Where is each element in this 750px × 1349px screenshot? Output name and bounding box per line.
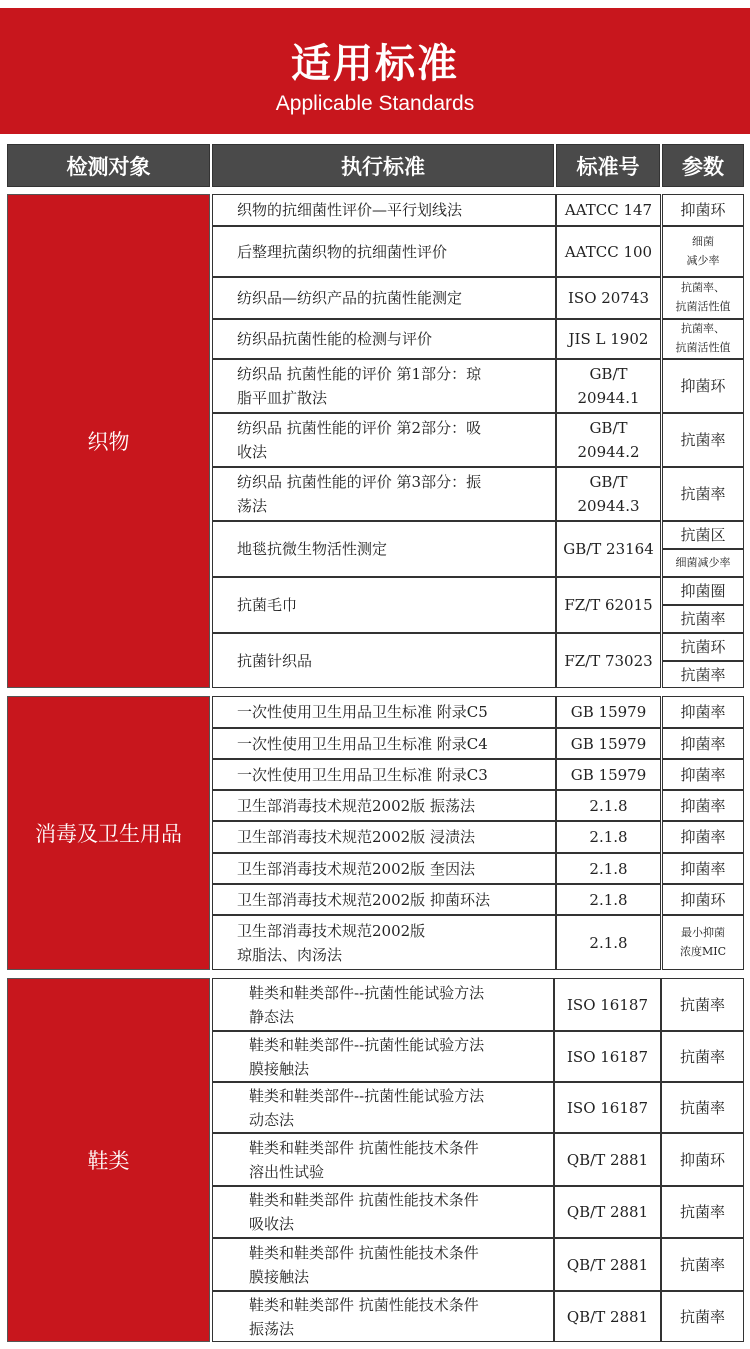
standard-number: 2.1.8 (556, 790, 661, 821)
parameter: 抗菌率 (661, 1082, 744, 1133)
section-label-2: 鞋类 (7, 978, 210, 1342)
standard-name: 卫生部消毒技术规范2002版 抑菌环法 (212, 884, 556, 915)
standard-number: QB/T 2881 (554, 1186, 661, 1238)
parameter: 抑菌率 (662, 759, 744, 790)
standard-name: 卫生部消毒技术规范2002版 振荡法 (212, 790, 556, 821)
parameter: 抑菌环 (662, 194, 744, 226)
parameter: 抗菌率 (661, 1031, 744, 1082)
standard-name: 织物的抗细菌性评价—平行划线法 (212, 194, 556, 226)
parameter: 最小抑菌 浓度MIC (662, 915, 744, 970)
parameter: 抗菌率 (661, 978, 744, 1031)
parameter: 抗菌率、 抗菌活性值 (662, 277, 744, 319)
standard-name: 纺织品抗菌性能的检测与评价 (212, 319, 556, 359)
parameter: 抗菌率 (662, 605, 744, 633)
standard-number: FZ/T 73023 (556, 633, 661, 688)
standard-number: JIS L 1902 (556, 319, 661, 359)
standard-name: 一次性使用卫生用品卫生标准 附录C3 (212, 759, 556, 790)
standard-name: 一次性使用卫生用品卫生标准 附录C4 (212, 728, 556, 759)
standard-number: GB 15979 (556, 696, 661, 728)
page-title: 适用标准 (291, 41, 459, 87)
parameter: 抑菌环 (661, 1133, 744, 1186)
standard-name: 后整理抗菌织物的抗细菌性评价 (212, 226, 556, 277)
standard-name: 鞋类和鞋类部件--抗菌性能试验方法 膜接触法 (212, 1031, 554, 1082)
standard-name: 鞋类和鞋类部件--抗菌性能试验方法 动态法 (212, 1082, 554, 1133)
standard-number: ISO 16187 (554, 1082, 661, 1133)
standard-name: 鞋类和鞋类部件 抗菌性能技术条件 膜接触法 (212, 1238, 554, 1291)
parameter: 抗菌率 (661, 1238, 744, 1291)
standard-number: GB 15979 (556, 728, 661, 759)
standard-number: 2.1.8 (556, 821, 661, 853)
parameter: 抗菌率 (661, 1186, 744, 1238)
standard-name: 鞋类和鞋类部件 抗菌性能技术条件 吸收法 (212, 1186, 554, 1238)
standard-number: QB/T 2881 (554, 1238, 661, 1291)
standard-name: 卫生部消毒技术规范2002版 琼脂法、肉汤法 (212, 915, 556, 970)
header-standard: 执行标准 (212, 144, 554, 187)
standard-name: 一次性使用卫生用品卫生标准 附录C5 (212, 696, 556, 728)
standard-number: AATCC 147 (556, 194, 661, 226)
parameter: 抑菌率 (662, 728, 744, 759)
standard-name: 纺织品 抗菌性能的评价 第1部分：琼 脂平皿扩散法 (212, 359, 556, 413)
standard-number: FZ/T 62015 (556, 577, 661, 633)
header-object: 检测对象 (7, 144, 210, 187)
page-subtitle: Applicable Standards (275, 92, 475, 115)
standard-number: QB/T 2881 (554, 1291, 661, 1342)
standard-number: QB/T 2881 (554, 1133, 661, 1186)
standard-name: 鞋类和鞋类部件--抗菌性能试验方法 静态法 (212, 978, 554, 1031)
standard-number: ISO 20743 (556, 277, 661, 319)
standard-number: 2.1.8 (556, 915, 661, 970)
standard-number: ISO 16187 (554, 1031, 661, 1082)
standard-name: 鞋类和鞋类部件 抗菌性能技术条件 溶出性试验 (212, 1133, 554, 1186)
standard-number: 2.1.8 (556, 853, 661, 884)
standard-name: 抗菌毛巾 (212, 577, 556, 633)
parameter: 抑菌率 (662, 821, 744, 853)
parameter: 抗菌率、 抗菌活性值 (662, 319, 744, 359)
standard-name: 卫生部消毒技术规范2002版 浸渍法 (212, 821, 556, 853)
standard-number: AATCC 100 (556, 226, 661, 277)
standard-name: 纺织品 抗菌性能的评价 第3部分：振 荡法 (212, 467, 556, 521)
standard-name: 卫生部消毒技术规范2002版 奎因法 (212, 853, 556, 884)
parameter: 抑菌环 (662, 884, 744, 915)
standard-number: ISO 16187 (554, 978, 661, 1031)
parameter: 抑菌率 (662, 790, 744, 821)
parameter: 抗菌环 (662, 633, 744, 661)
parameter: 抗菌率 (662, 661, 744, 688)
parameter: 细菌减少率 (662, 549, 744, 577)
parameter: 抑菌率 (662, 696, 744, 728)
standard-number: GB/T 23164 (556, 521, 661, 577)
header-number: 标准号 (556, 144, 660, 187)
parameter: 抗菌区 (662, 521, 744, 549)
standard-name: 抗菌针织品 (212, 633, 556, 688)
parameter: 抗菌率 (662, 413, 744, 467)
parameter: 抗菌率 (662, 467, 744, 521)
parameter: 抑菌率 (662, 853, 744, 884)
standard-number: GB 15979 (556, 759, 661, 790)
standard-name: 鞋类和鞋类部件 抗菌性能技术条件 振荡法 (212, 1291, 554, 1342)
standard-number: 2.1.8 (556, 884, 661, 915)
title-banner (0, 8, 750, 134)
standard-number: GB/T 20944.1 (556, 359, 661, 413)
parameter: 细菌 减少率 (662, 226, 744, 277)
header-param: 参数 (662, 144, 744, 187)
parameter: 抗菌率 (661, 1291, 744, 1342)
parameter: 抑菌环 (662, 359, 744, 413)
standard-name: 地毯抗微生物活性测定 (212, 521, 556, 577)
standard-number: GB/T 20944.2 (556, 413, 661, 467)
standard-name: 纺织品—纺织产品的抗菌性能测定 (212, 277, 556, 319)
standard-number: GB/T 20944.3 (556, 467, 661, 521)
section-label-1: 消毒及卫生用品 (7, 696, 210, 970)
parameter: 抑菌圈 (662, 577, 744, 605)
section-label-0: 织物 (7, 194, 210, 688)
standard-name: 纺织品 抗菌性能的评价 第2部分：吸 收法 (212, 413, 556, 467)
